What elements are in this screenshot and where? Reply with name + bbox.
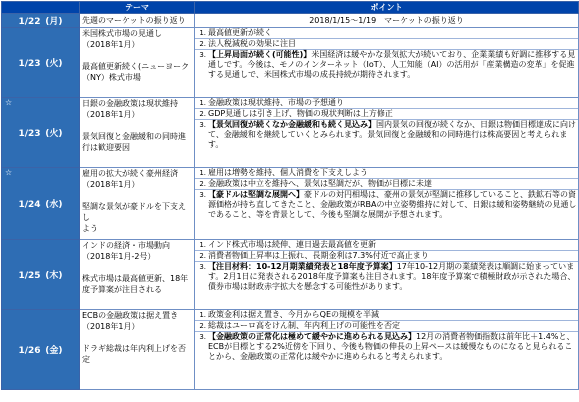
points-cell bbox=[195, 240, 579, 310]
table-row bbox=[2, 168, 579, 240]
weekday: (金) bbox=[45, 346, 63, 356]
point-item: 3. 【上昇局面が続く(可能性)】米国経済は緩やかな景気拡大が続いており、企業業績も好調に推移する見通しです。今後は、モノのインターネット（IoT）、人工知能（AI）の活用が「産業構造の変革」を促進する見通しで、米国株式市場の成長持続が期待されます。 bbox=[199, 50, 576, 79]
table-row bbox=[2, 98, 579, 168]
theme-line: （2018年1月） bbox=[82, 322, 140, 331]
point-item: 2. GDP見通しは引き上げ、物価の現状判断は上方修正 bbox=[195, 109, 578, 120]
points-cell bbox=[195, 28, 579, 98]
theme-line: 株式市場は最高値更新、18年 bbox=[82, 274, 189, 283]
theme-cell bbox=[80, 98, 195, 168]
theme-cell bbox=[80, 310, 195, 390]
theme-cell bbox=[80, 240, 195, 310]
weekday: (火) bbox=[45, 129, 63, 139]
theme-line: 米国株式市場の見通し bbox=[82, 29, 162, 38]
point-item: 3. 【豪ドルは堅調な展開へ】豪ドルの対円相場は、豪州の景気が堅調に推移していること、鉄鉱石等の資源価格が持ち直してきたこと、金融政策がRBAの中立姿勢維持に対して、日銀は緩和姿勢継続の見通しであること、等を背景として、今後も堅調な展開が予想されます。 bbox=[199, 190, 577, 219]
header-date bbox=[2, 2, 80, 14]
points-cell bbox=[195, 168, 579, 240]
date-cell bbox=[2, 168, 80, 240]
table-row bbox=[2, 240, 579, 310]
theme-line: （2018年1月） bbox=[82, 180, 140, 189]
weekday: (木) bbox=[45, 271, 63, 281]
point-item: 3. 【景気回復が続くなか金融緩和も続く見込み】国内景気の回復が続くなか、日銀は物価目標達成に向けて、金融緩和を継続していくとみられます。景気回復と金融緩和の同時進行は株高要因と考えられます。 bbox=[199, 120, 576, 149]
date-cell bbox=[2, 14, 80, 28]
point-heading: 【豪ドルは堅調な展開へ】 bbox=[208, 190, 304, 199]
star-icon: ☆ bbox=[5, 98, 13, 107]
weekday: (火) bbox=[45, 59, 63, 69]
theme-line: 景気回復と金融緩和の同時進 bbox=[82, 132, 186, 141]
point-item: 1. 政策金利は据え置き、今月からQEの規模を半減 bbox=[195, 310, 578, 321]
date-cell bbox=[2, 98, 80, 168]
point-item: 2. 法人税減税の効果に注目 bbox=[195, 39, 578, 50]
table-header bbox=[2, 2, 579, 14]
table-row bbox=[2, 28, 579, 98]
point-item: 3. 【注目材料：10-12月期業績発表と18年度予算案】17年10-12月期の業績発表は順調に始まっています。2月1日に発表される2018年度予算案も注目されます。18年度予算案で積極財政が示された場合、債券市場は財政赤字拡大を懸念する可能性があります。 bbox=[199, 262, 576, 291]
theme-cell bbox=[80, 168, 195, 240]
date: 1/23 bbox=[18, 59, 41, 69]
point-heading: 【上昇局面が続く(可能性)】 bbox=[208, 50, 312, 59]
date: 1/24 bbox=[18, 200, 41, 210]
theme-line: （2018年1月） bbox=[82, 40, 140, 49]
theme-line: （2018年1月） bbox=[82, 110, 140, 119]
point-item: 1. 金融政策は現状維持、市場の予想通り bbox=[195, 98, 578, 109]
point-heading: 【注目材料：10-12月期業績発表と18年度予算案】 bbox=[208, 262, 397, 271]
theme-line: 堅調な景気が豪ドルを下支えし bbox=[82, 202, 186, 222]
theme-line: 日銀の金融政策は現状維持 bbox=[82, 99, 178, 108]
point-item: 1. 最高値更新が続く bbox=[195, 28, 578, 39]
theme-line: ドラギ総裁は年内利上げを否定 bbox=[82, 344, 186, 364]
schedule-table bbox=[1, 1, 579, 390]
theme-line: （2018年1月-2号） bbox=[82, 252, 156, 261]
point-item: 2. 消費者物価上昇率は上振れ、長期金利は7.3%付近で高止まり bbox=[195, 251, 578, 262]
date-cell bbox=[2, 240, 80, 310]
theme-line: インドの経済・市場動向 bbox=[82, 241, 170, 250]
theme-cell bbox=[80, 28, 195, 98]
weekday: (水) bbox=[45, 200, 63, 210]
point-item: 2. 総裁はユーロ高をけん制、年内利上げの可能性を否定 bbox=[195, 321, 578, 332]
theme-line: 雇用の拡大が続く豪州経済 bbox=[82, 169, 178, 178]
theme-line: よう bbox=[82, 224, 98, 233]
weekday: (月) bbox=[45, 17, 63, 27]
date: 1/22 bbox=[18, 17, 41, 27]
theme-line: 先週のマーケットの振り返り bbox=[82, 16, 186, 25]
point-item: 3. 【金融政策の正常化は極めて緩やかに進められる見込み】12月の消費者物価指数は前年比＋1.4%と、ECBが目標とする2%近傍を下回り、今後も物価の伸長の上昇ペースは緩慢なものになると見られることから、金融政策の正常化は緩やかに進められると考えられます。 bbox=[199, 332, 575, 361]
point-item: 2. 金融政策は中立を維持へ、景気は堅調だが、物価が目標に未達 bbox=[195, 179, 578, 190]
table-row bbox=[2, 14, 579, 28]
date-cell bbox=[2, 310, 80, 390]
schedule-table-wrapper bbox=[1, 1, 578, 400]
date: 1/26 bbox=[18, 346, 41, 356]
date: 1/25 bbox=[18, 271, 41, 281]
theme-line: ECBの金融政策は据え置き bbox=[82, 311, 179, 320]
theme-line: 度予算案が注目される bbox=[82, 285, 162, 294]
point-heading: 【景気回復が続くなか金融緩和も続く見込み】 bbox=[208, 120, 376, 129]
theme-cell bbox=[80, 14, 195, 28]
date: 1/23 bbox=[18, 129, 41, 139]
theme-line: 最高値更新続く(ニューヨーク bbox=[82, 62, 190, 71]
points-cell bbox=[195, 310, 579, 390]
theme-line: 行は歓迎要因 bbox=[82, 143, 130, 152]
date-cell bbox=[2, 28, 80, 98]
star-icon: ☆ bbox=[5, 168, 13, 177]
header-theme: テーマ bbox=[80, 2, 195, 14]
points-cell bbox=[195, 98, 579, 168]
point-heading: 【金融政策の正常化は極めて緩やかに進められる見込み】 bbox=[208, 332, 416, 341]
header-points: ポイント bbox=[195, 2, 579, 14]
point-item: 1. 雇用は増勢を維持、個人消費を下支えしよう bbox=[195, 168, 578, 179]
point-item: 1. インド株式市場は続伸、連日過去最高値を更新 bbox=[195, 240, 578, 251]
table-row bbox=[2, 310, 579, 390]
theme-line: （NY）株式市場 bbox=[82, 73, 141, 82]
points-cell: 2018/1/15～1/19 マーケットの振り返り bbox=[195, 14, 579, 28]
